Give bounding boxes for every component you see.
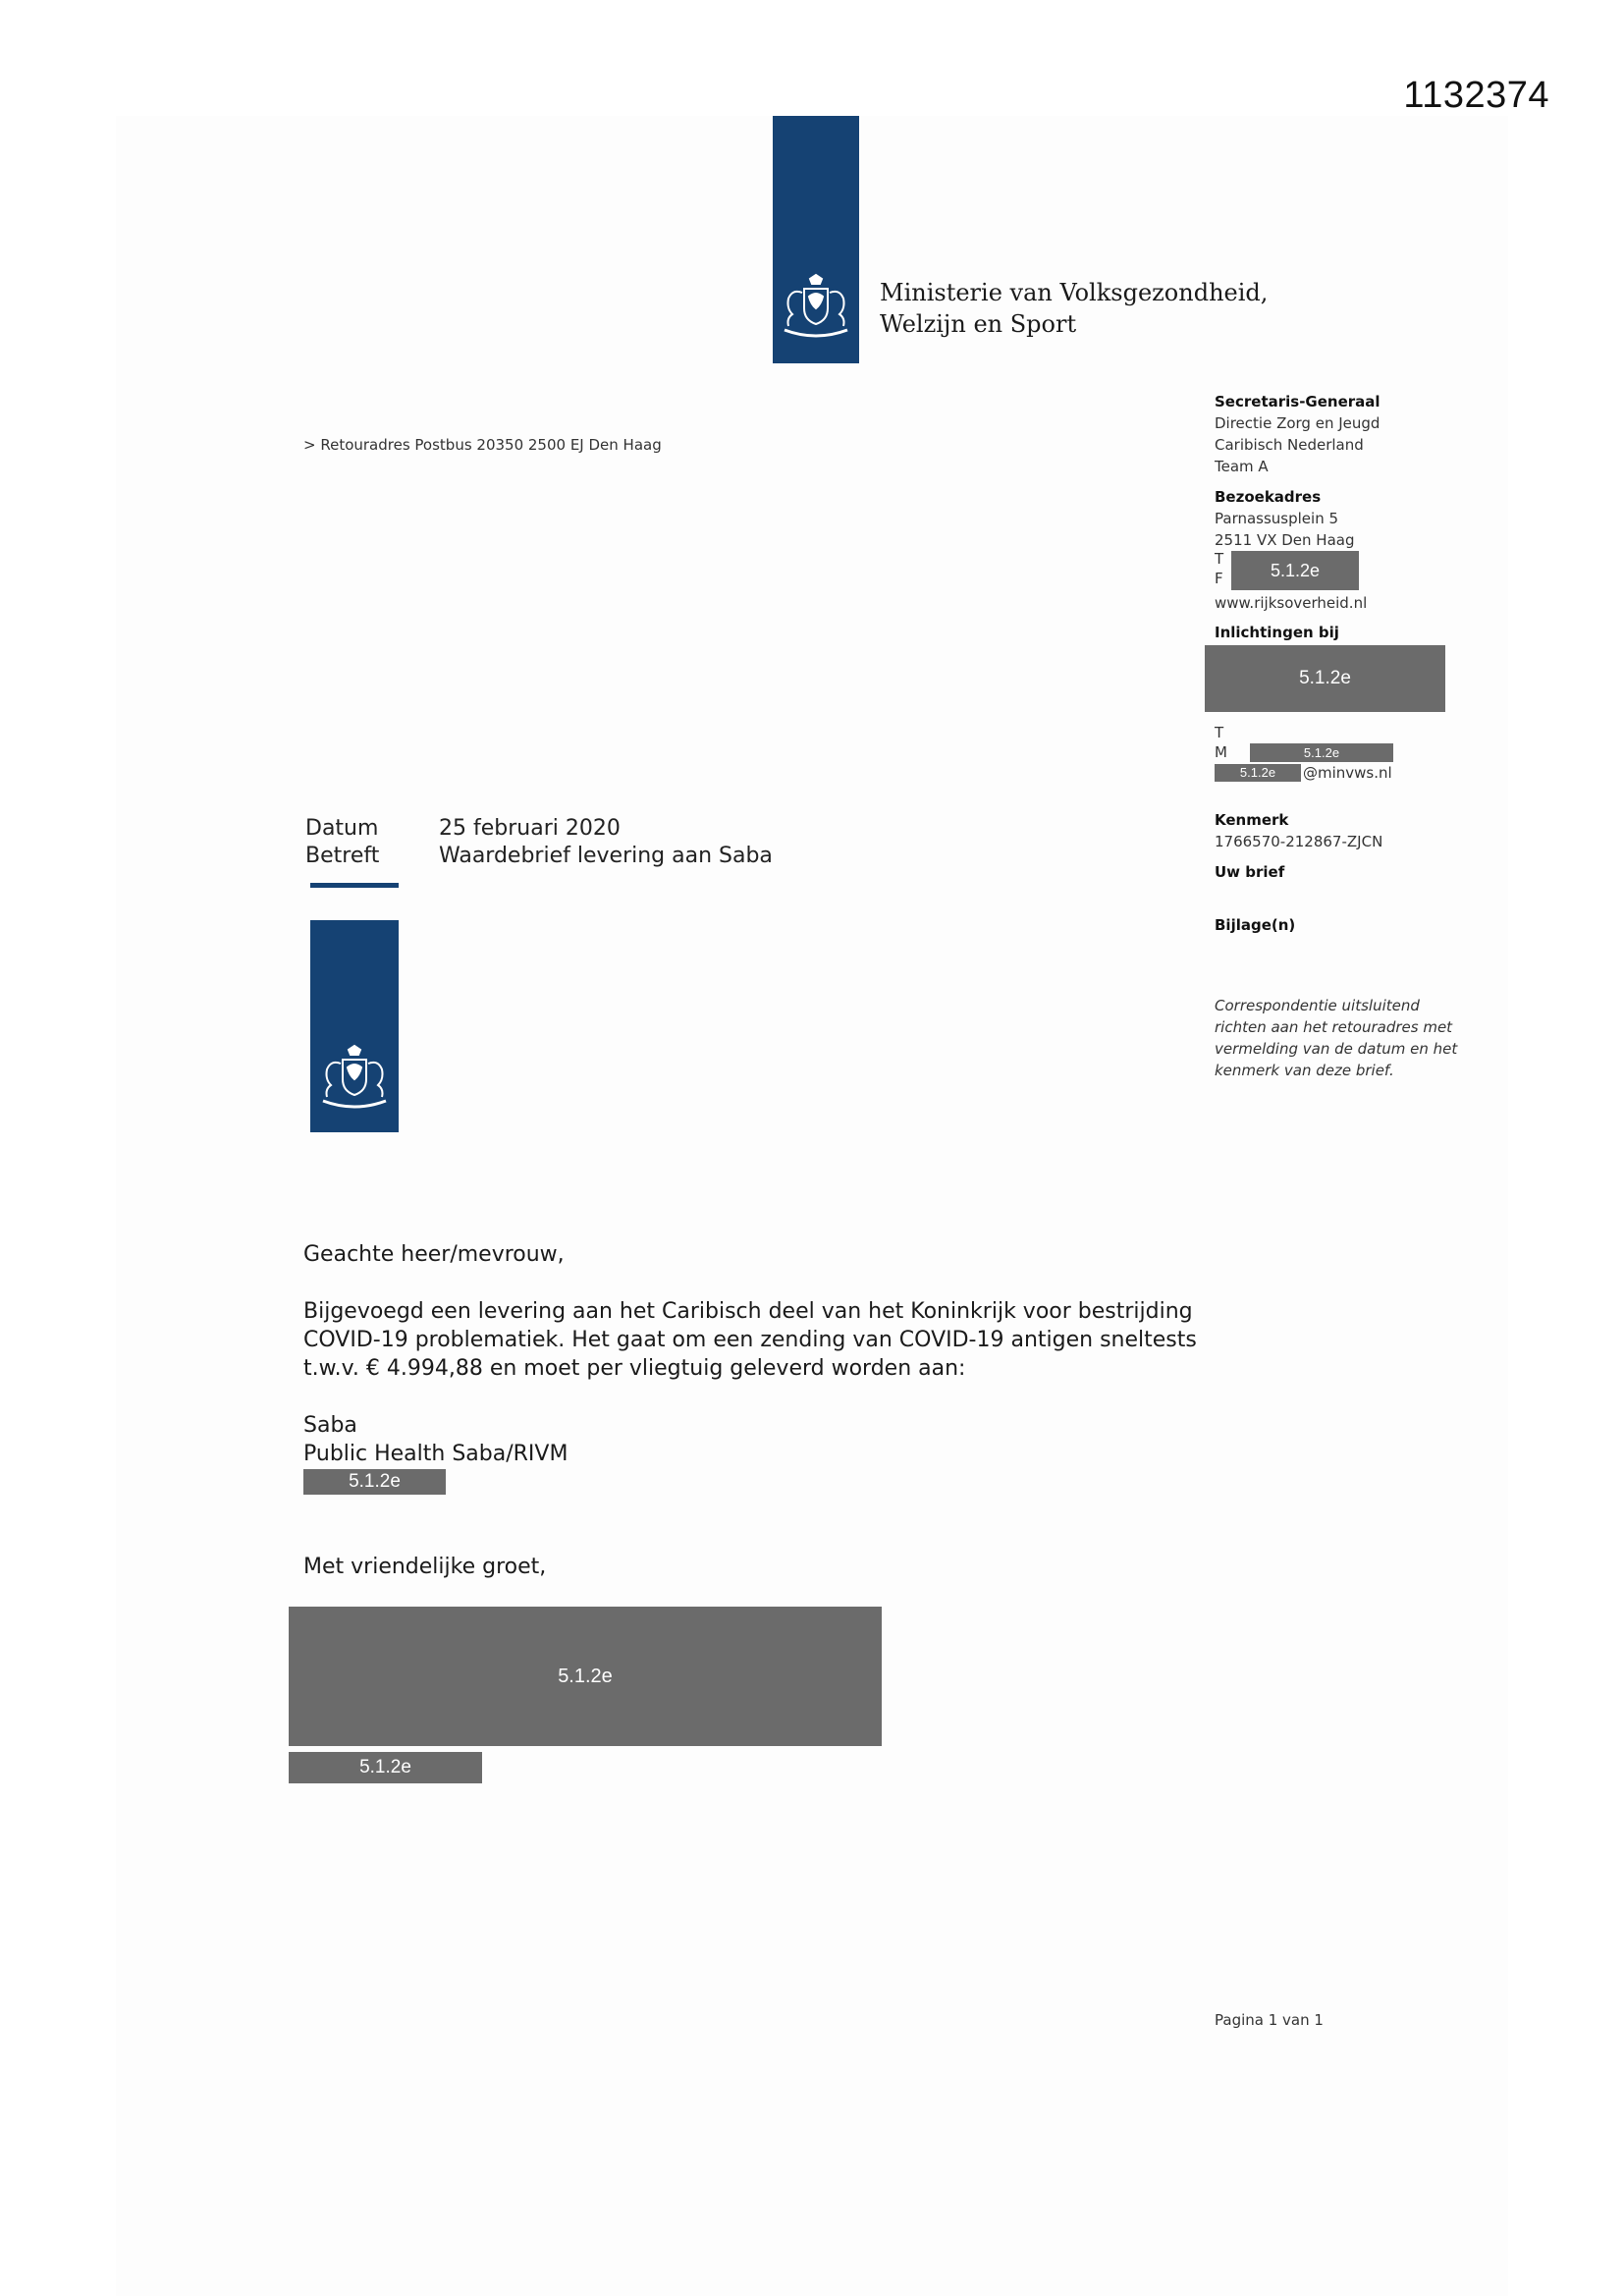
contact-heading: Inlichtingen bij [1215,624,1339,641]
department-line: Caribisch Nederland [1215,436,1364,454]
body-paragraph-line: Bijgevoegd een levering aan het Caribisch deel van het Koninkrijk voor bestrijding [303,1299,1193,1324]
rijksoverheid-logo [773,116,859,363]
your-letter-heading: Uw brief [1215,863,1285,881]
department-line: Team A [1215,458,1269,475]
department-line: Directie Zorg en Jeugd [1215,414,1380,432]
subject-value: Waardebrief levering aan Saba [439,844,773,868]
attachments-heading: Bijlage(n) [1215,916,1296,934]
contact-phone-label: T [1215,724,1224,741]
coat-of-arms-icon [314,1044,395,1115]
body-paragraph-line: COVID-19 problematiek. Het gaat om een zending van COVID-19 antigen sneltests [303,1328,1197,1352]
body-paragraph-line: t.w.v. € 4.994,88 en moet per vliegtuig geleverd worden aan: [303,1356,966,1381]
redacted-email-user: 5.1.2e [1215,764,1301,782]
date-label: Datum [305,816,379,841]
redacted-contact-name: 5.1.2e [1205,645,1445,712]
email-domain: @minvws.nl [1303,764,1392,782]
ministry-name-line2: Welzijn en Sport [880,310,1077,338]
recipient-line: Public Health Saba/RIVM [303,1442,568,1466]
department-heading: Secretaris-Generaal [1215,393,1380,410]
coat-of-arms-icon [779,273,853,344]
redacted-phone-fax: 5.1.2e [1231,551,1359,590]
recipient-line: Saba [303,1413,357,1438]
redacted-recipient-address: 5.1.2e [303,1469,446,1495]
ministry-name-line1: Ministerie van Volksgezondheid, [880,279,1269,306]
meta-underline [310,883,399,888]
mobile-label: M [1215,743,1227,761]
ministry-name [880,277,1268,340]
salutation: Geachte heer/mevrouw, [303,1242,565,1267]
fax-label: F [1215,570,1223,587]
redacted-signer-name: 5.1.2e [289,1752,482,1783]
visit-address-street: Parnassusplein 5 [1215,510,1339,527]
visit-address-city: 2511 VX Den Haag [1215,531,1355,549]
redacted-signature: 5.1.2e [289,1607,882,1746]
date-value: 25 februari 2020 [439,816,621,841]
document-number: 1132374 [1403,75,1549,116]
reference-heading: Kenmerk [1215,811,1289,829]
website-link[interactable]: www.rijksoverheid.nl [1215,594,1368,612]
phone-label: T [1215,550,1224,568]
closing: Met vriendelijke groet, [303,1555,547,1579]
page-number: Pagina 1 van 1 [1215,2011,1324,2029]
correspondence-disclaimer: Correspondentie uitsluitend richten aan het retouradres met vermelding van de datum en het kenmerk van deze brief. [1215,997,1458,1079]
redacted-mobile: 5.1.2e [1250,743,1393,762]
sender-details-column [1215,391,1480,936]
subject-label: Betreft [305,844,380,868]
side-logo-bar [310,920,399,1132]
visit-address-heading: Bezoekadres [1215,488,1322,506]
return-address: > Retouradres Postbus 20350 2500 EJ Den Haag [303,436,662,454]
reference-value: 1766570-212867-ZJCN [1215,833,1383,850]
